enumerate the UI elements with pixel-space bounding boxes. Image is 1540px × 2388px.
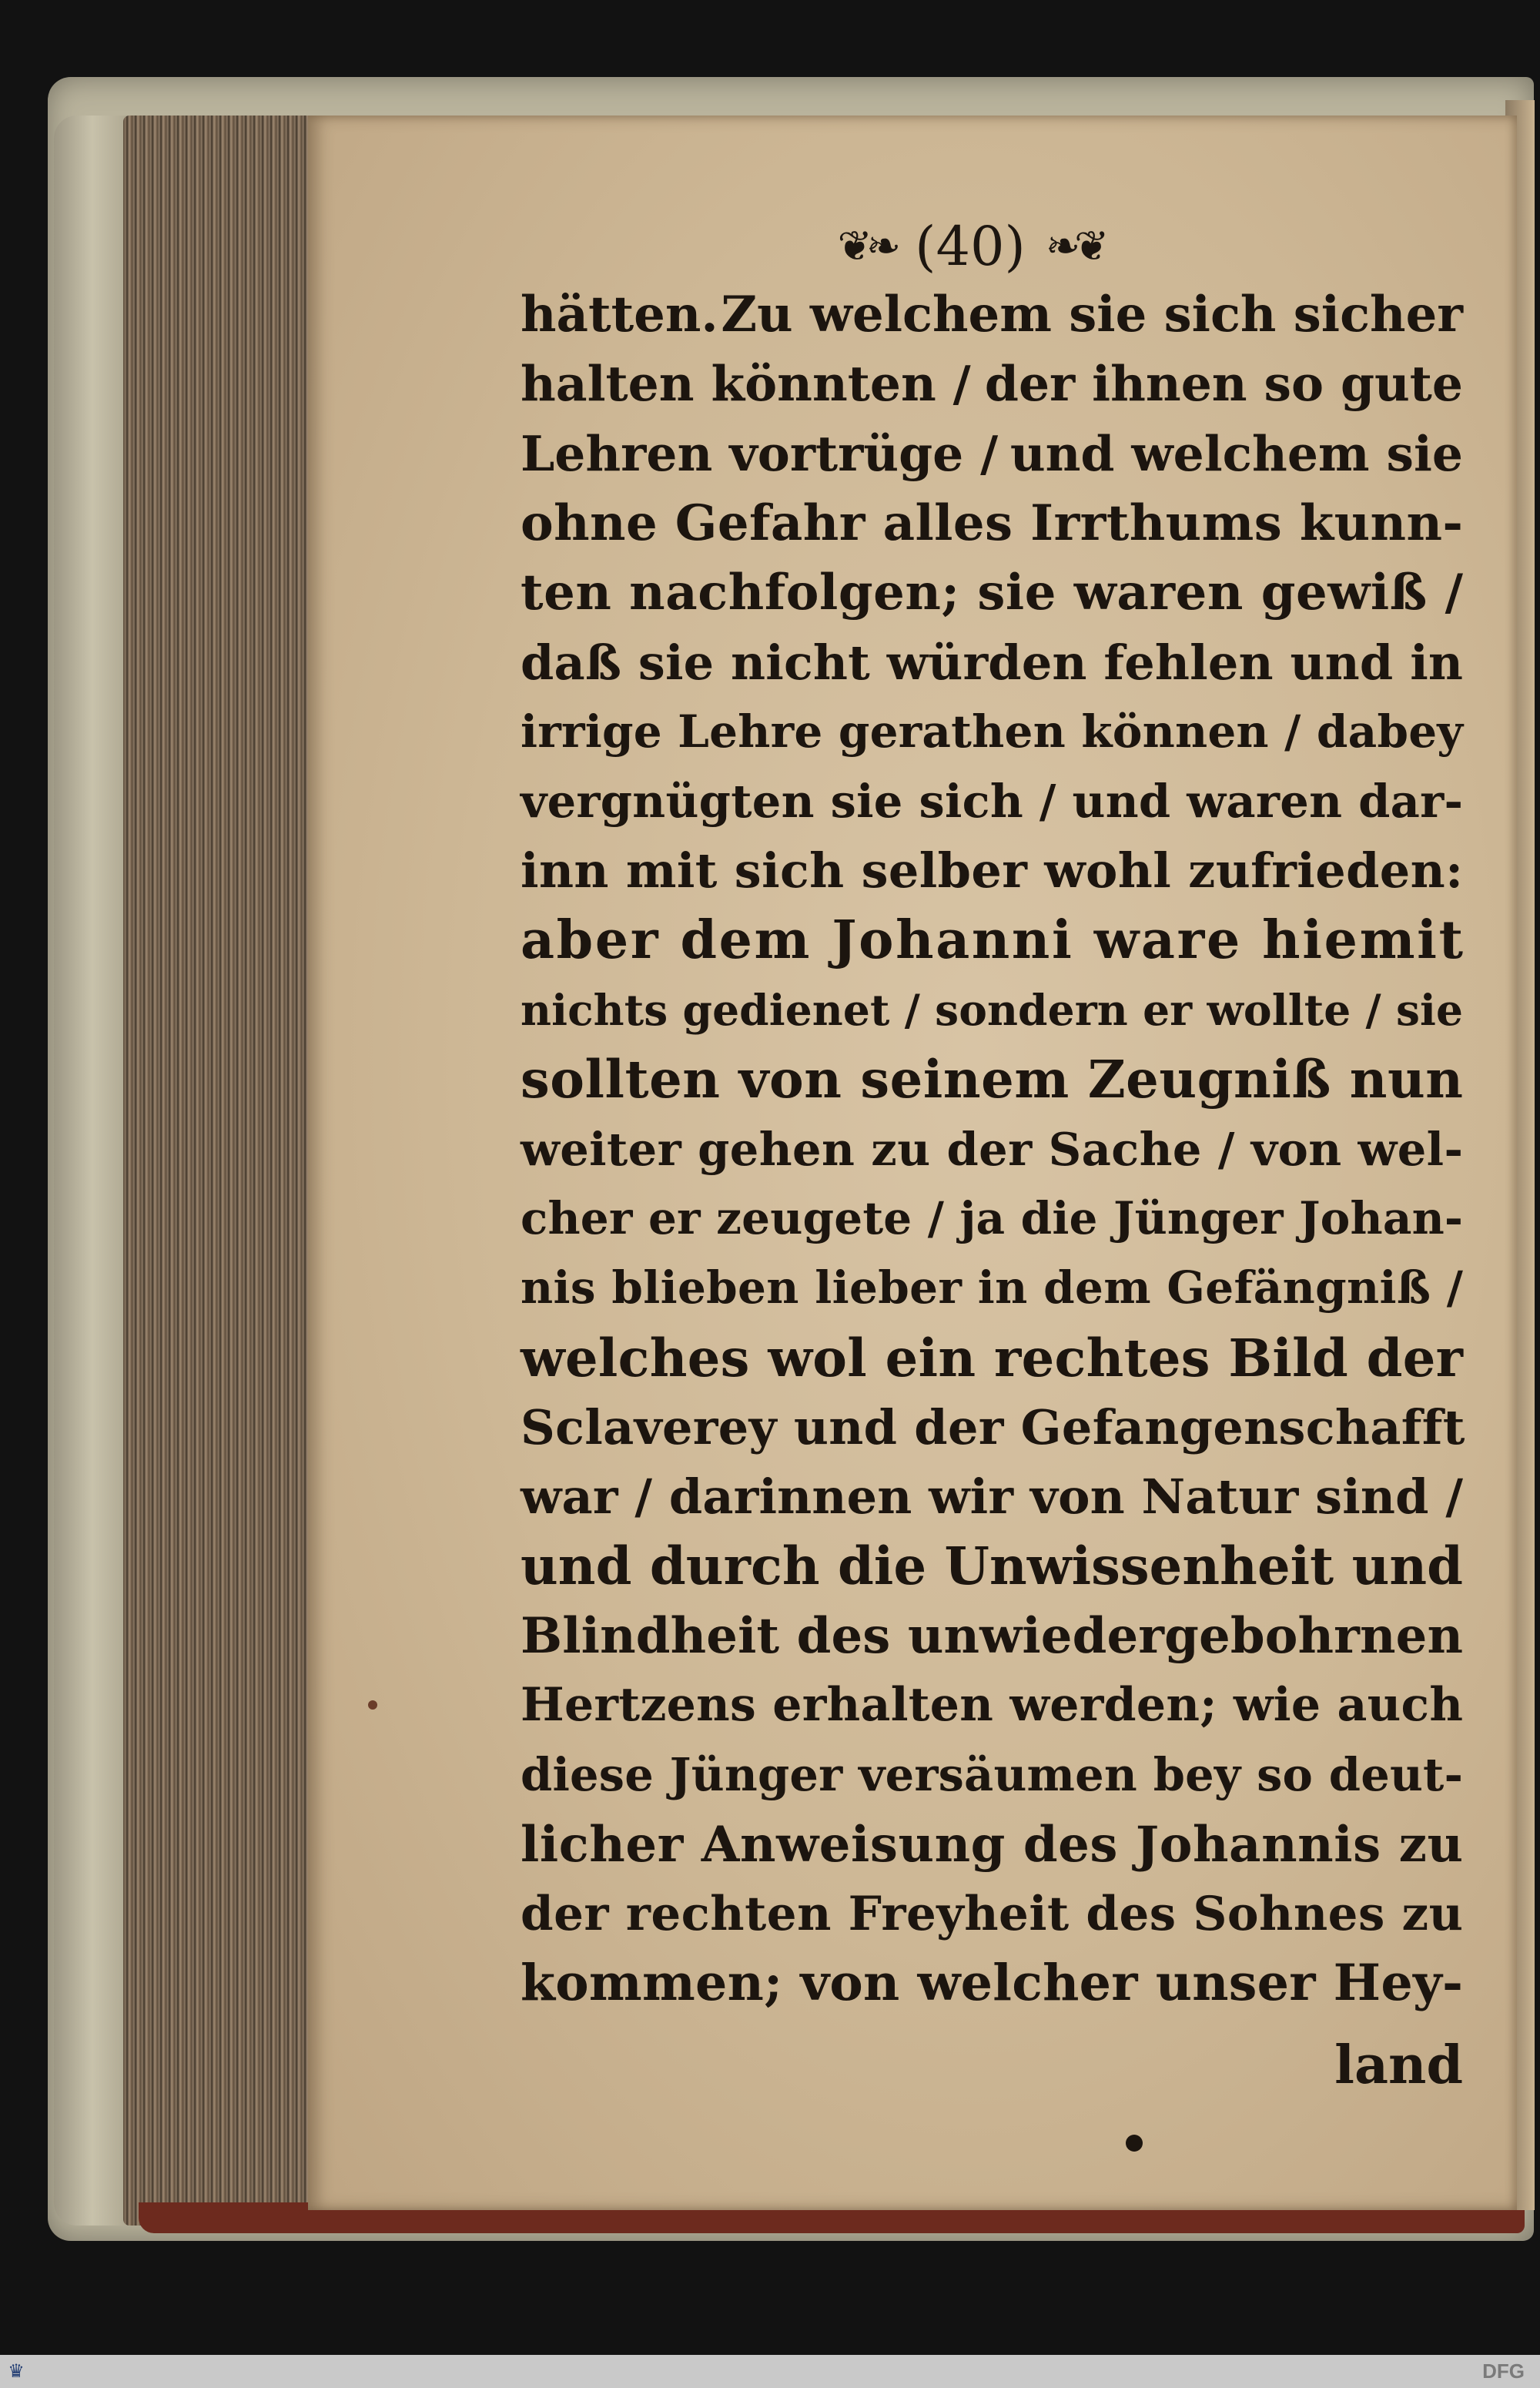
stain-mark [368, 1700, 377, 1710]
text-segment: Sclaverey und der Gefangenschafft [521, 1398, 1465, 1455]
text-line [521, 356, 1463, 411]
text-segment: irrige Lehre gerathen können / dabey [521, 705, 1464, 758]
catchword: land [1334, 2035, 1463, 2096]
text-line [521, 1817, 1463, 1872]
page-edges [123, 116, 316, 2226]
text-segment: nis blieben lieber in dem Gefängniß / [521, 1261, 1464, 1314]
text-line [521, 909, 1465, 971]
text-segment: licher Anweisung des Johannis zu [521, 1815, 1464, 1874]
text-line [521, 842, 1463, 898]
text-segment: war / darinnen wir von Natur sind / [521, 1468, 1464, 1525]
text-line [521, 564, 1463, 620]
text-line [521, 982, 1463, 1037]
text-line [521, 1399, 1463, 1455]
text-segment: vergnügten sie sich / und waren dar- [521, 774, 1464, 828]
text-line [521, 1535, 1464, 1596]
text-line [521, 1469, 1463, 1524]
text-line [521, 773, 1463, 829]
text-line [521, 1608, 1463, 1663]
text-line [521, 1121, 1463, 1177]
page-number: (40) [915, 215, 1026, 278]
text-segment: sollten von seinem Zeugniß nun [521, 1048, 1464, 1110]
text-line [521, 1048, 1464, 1110]
text-segment: der rechten Freyheit des Sohnes zu [521, 1886, 1464, 1941]
ink-dot [1126, 2135, 1143, 2152]
viewer-footer [0, 2355, 1540, 2388]
text-segment: Zu welchem sie sich sicher [721, 285, 1463, 343]
text-segment: der ihnen so gute [984, 355, 1463, 412]
text-line [521, 704, 1463, 759]
text-segment: inn mit sich selber wohl zufrieden: [521, 842, 1464, 899]
text-segment: und durch die Unwissenheit und [521, 1535, 1464, 1596]
text-segment: halten könnten / [521, 355, 971, 412]
library-crest-icon: ♛ [8, 2360, 25, 2382]
text-segment: diese Jünger versäumen bey so deut- [521, 1747, 1464, 1801]
text-segment: Lehren vortrüge / [521, 425, 999, 482]
text-line [521, 1677, 1463, 1733]
text-segment: ohne Gefahr alles Irrthums kunn- [521, 494, 1464, 552]
text-line [521, 1260, 1463, 1315]
text-line [521, 1747, 1463, 1802]
text-segment: Blindheit des unwiedergebohrnen [521, 1606, 1464, 1665]
text-line [521, 1886, 1463, 1941]
text-line [521, 495, 1463, 551]
text-line [521, 286, 1463, 342]
text-segment: kommen; von welcher unser Hey- [521, 1954, 1464, 2012]
text-segment: welches wol ein rechtes Bild der [521, 1327, 1464, 1388]
text-segment: cher er zeugete / ja die Jünger Johan- [521, 1192, 1464, 1244]
text-segment: Hertzens erhalten werden; wie auch [521, 1678, 1464, 1732]
ornament-right-icon: ❧❦ [1045, 222, 1103, 270]
text-segment: nichts gedienet / sondern er wollte / sie [521, 984, 1464, 1035]
text-segment: und welchem sie [1009, 425, 1463, 482]
text-line [521, 1191, 1463, 1246]
text-segment: daß sie nicht würden fehlen und in [521, 634, 1464, 691]
dfg-mark: DFG [1482, 2360, 1525, 2383]
text-segment: weiter gehen zu der Sache / von wel- [521, 1122, 1464, 1176]
text-segment: aber dem Johanni ware hiemit [521, 909, 1465, 971]
ornament-left-icon: ❦❧ [837, 222, 896, 270]
text-line [521, 635, 1463, 690]
page-header [785, 209, 1155, 283]
text-line [521, 1955, 1463, 2011]
text-segment: ten nachfolgen; sie waren gewiß / [521, 563, 1464, 621]
text-line [521, 426, 1463, 481]
text-segment: hätten. [521, 285, 718, 343]
text-line [521, 1327, 1464, 1388]
